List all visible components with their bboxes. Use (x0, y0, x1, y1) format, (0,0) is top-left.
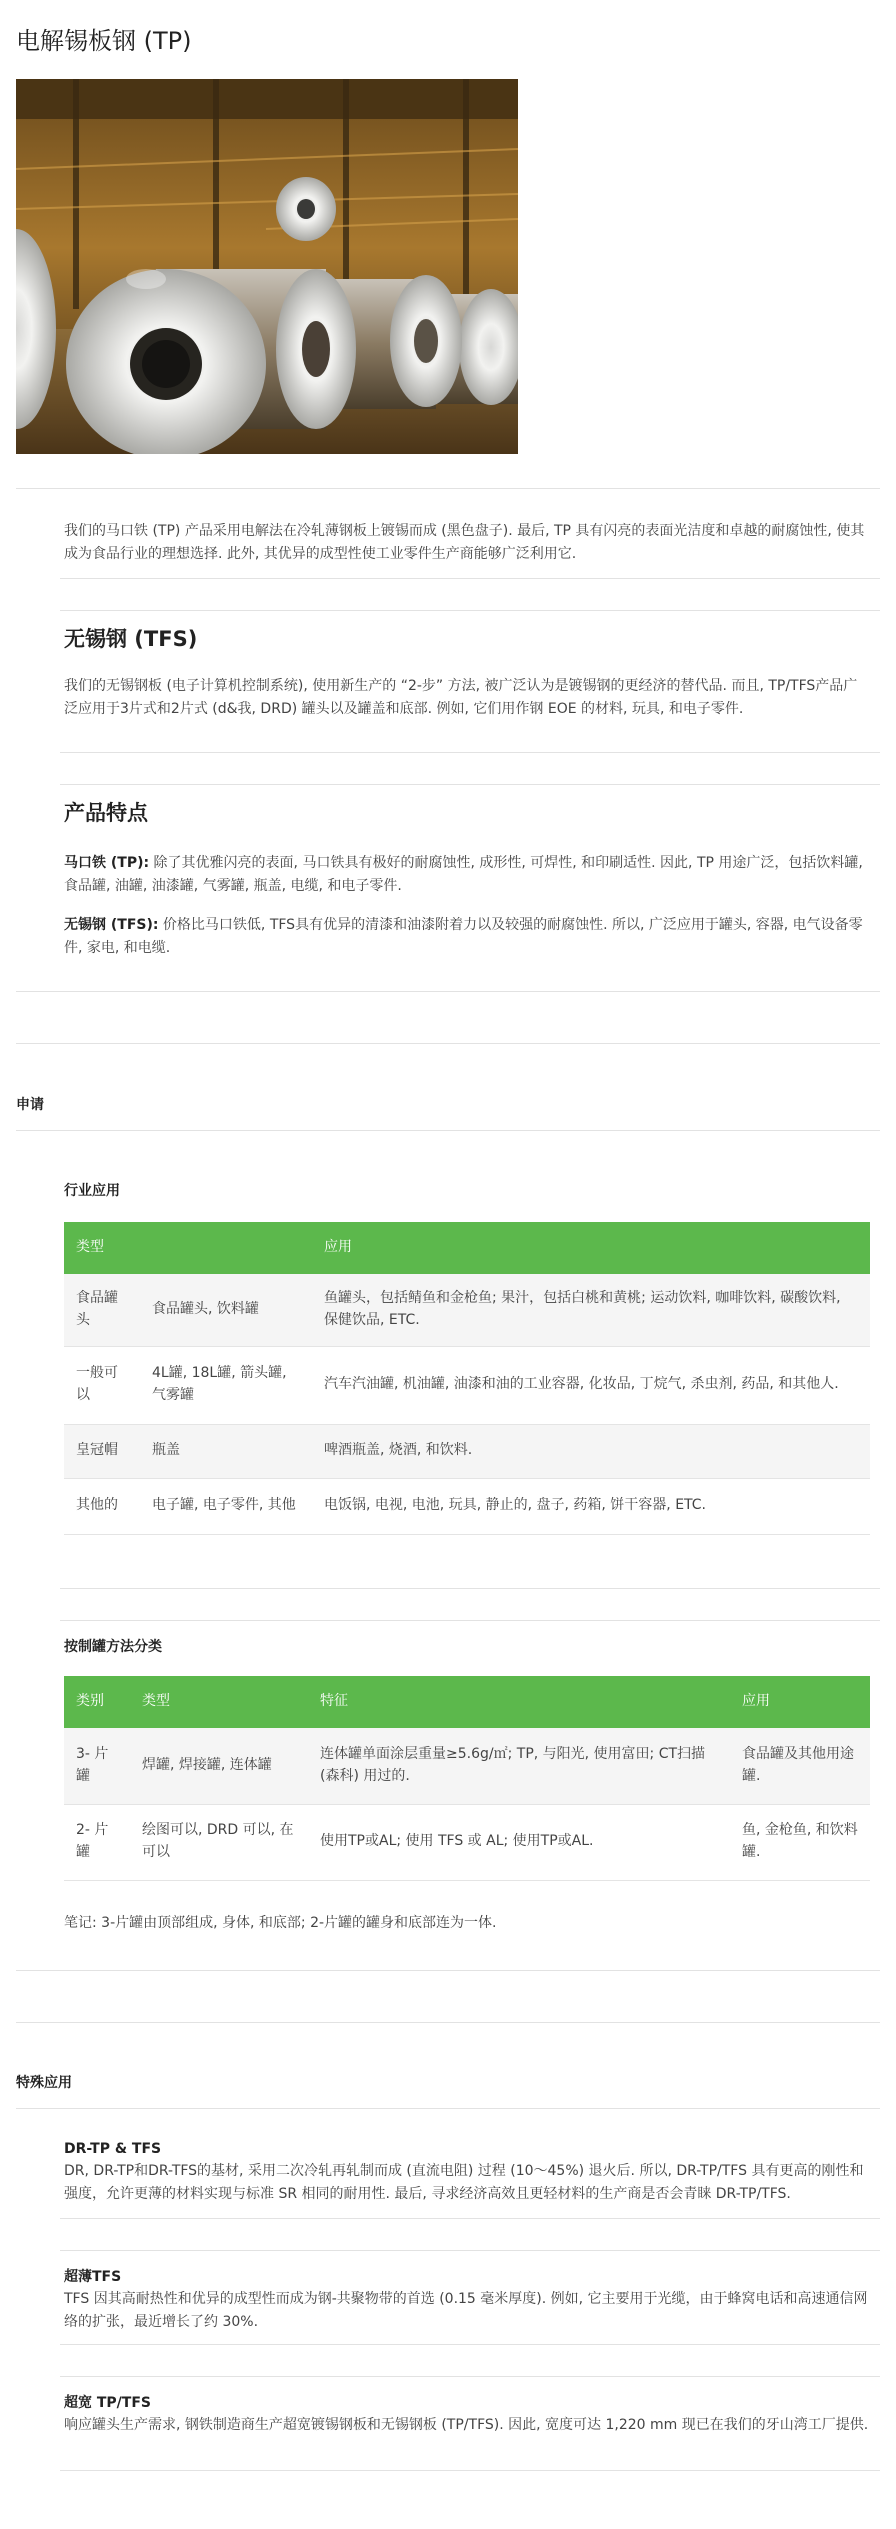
feature-tp (64, 852, 870, 898)
special-item-title: DR-TP & TFS (64, 2141, 162, 2157)
header-category: 类别 (64, 1676, 130, 1728)
table-row (64, 1424, 870, 1478)
subtype-cell: 瓶盖 (140, 1424, 312, 1478)
divider (16, 1130, 880, 1131)
category-cell: 食品罐头 (64, 1274, 140, 1346)
category-cell: 3- 片罐 (64, 1728, 130, 1804)
feature-tp-text: 除了其优雅闪亮的表面, 马口铁具有极好的耐腐蚀性, 成形性, 可焊性, 和印刷适性. 因此, TP 用途广泛，包括饮料罐, 食品罐, 油罐, 油漆罐, 气雾罐, 瓶盖, 电缆, 和电子零件. (64, 855, 863, 895)
divider (16, 1970, 880, 1971)
features-title: 产品特点 (64, 801, 148, 825)
special-item-title: 超薄TFS (64, 2269, 122, 2285)
divider (60, 2344, 880, 2345)
feature-tfs-text: 价格比马口铁低, TFS具有优异的清漆和油漆附着力以及较强的耐腐蚀性. 所以, 广泛应用于罐头, 容器, 电气设备零件, 家电, 和电缆. (64, 917, 863, 957)
application-cell: 鱼罐头，包括鲭鱼和金枪鱼; 果汁，包括白桃和黄桃; 运动饮料, 咖啡饮料, 碳酸饮料, 保健饮品, ETC. (312, 1274, 870, 1346)
feature-tp-label: 马口铁 (TP): (64, 855, 150, 871)
application-cell: 鱼, 金枪鱼, 和饮料罐. (730, 1804, 870, 1880)
divider (60, 2470, 880, 2471)
application-cell: 啤酒瓶盖, 烧酒, 和饮料. (312, 1424, 870, 1478)
category-cell: 一般可以 (64, 1346, 140, 1424)
application-cell: 电饭锅, 电视, 电池, 玩具, 静止的, 盘子, 药箱, 饼干容器, ETC. (312, 1478, 870, 1534)
divider (60, 2250, 880, 2251)
header-application: 应用 (730, 1676, 870, 1728)
divider (60, 2376, 880, 2377)
table-row (64, 1478, 870, 1534)
category-cell: 皇冠帽 (64, 1424, 140, 1478)
divider (60, 784, 880, 785)
feature-cell: 连体罐单面涂层重量≥5.6g/㎡; TP, 与阳光, 使用富田; CT扫描 (森科) 用过的. (308, 1728, 730, 1804)
divider (16, 488, 880, 489)
tfs-title: 无锡钢 (TFS) (64, 627, 198, 651)
tfs-text: 我们的无锡钢板 (电子计算机控制系统), 使用新生产的 “2-步” 方法, 被广泛认为是镀锡钢的更经济的替代品. 而且, TP/TFS产品广泛应用于3片式和2片式 (d&我, DRD) 罐头以及罐盖和底部. 例如, 它们用作钢 EOE 的材料, 玩具, 和电子零件. (64, 678, 858, 718)
table-row (64, 1274, 870, 1346)
divider (60, 1588, 880, 1589)
divider (16, 1043, 880, 1044)
header-feature: 特征 (308, 1676, 730, 1728)
feature-tfs-label: 无锡钢 (TFS): (64, 917, 159, 933)
divider (60, 1620, 880, 1621)
divider (60, 578, 880, 579)
subtype-cell: 电子罐, 电子零件, 其他 (140, 1478, 312, 1534)
intro-text: 我们的马口铁 (TP) 产品采用电解法在冷轧薄钢板上镀锡而成 (黑色盘子). 最后, TP 具有闪亮的表面光洁度和卓越的耐腐蚀性, 使其成为食品行业的理想选择. 此外, 其优异的成型性使工业零件生产商能够广泛利用它. (64, 523, 865, 563)
subtype-cell: 4L罐, 18L罐, 箭头罐, 气雾罐 (140, 1346, 312, 1424)
divider (16, 991, 880, 992)
application-label: 申请 (16, 1097, 44, 1113)
table-row (64, 1346, 870, 1424)
divider (16, 2022, 880, 2023)
divider (60, 610, 880, 611)
table-row (64, 1804, 870, 1880)
method-table-caption: 按制罐方法分类 (64, 1639, 162, 1655)
header-type: 类型 (64, 1222, 312, 1274)
feature-cell: 使用TP或AL; 使用 TFS 或 AL; 使用TP或AL. (308, 1804, 730, 1880)
industry-table-caption: 行业应用 (64, 1183, 120, 1199)
special-item-title: 超宽 TP/TFS (64, 2395, 151, 2411)
page-title: 电解锡板钢 (TP) (16, 27, 192, 55)
special-application-label: 特殊应用 (16, 2075, 72, 2091)
application-cell: 食品罐及其他用途罐. (730, 1728, 870, 1804)
type-cell: 焊罐, 焊接罐, 连体罐 (130, 1728, 308, 1804)
divider (16, 2108, 880, 2109)
steel-coil-factory-image (16, 79, 518, 454)
special-item-text: DR, DR-TP和DR-TFS的基材, 采用二次冷轧再轧制而成 (直流电阻) 过程 (10～45%) 退火后. 所以, DR-TP/TFS 具有更高的刚性和强度，允许更薄的材料实现与标准 SR 相同的耐用性. 最后, 寻求经济高效且更轻材料的生产商是否会青睐 DR-TP/TFS. (64, 2163, 864, 2203)
header-application: 应用 (312, 1222, 870, 1274)
industry-application-table (64, 1222, 870, 1535)
category-cell: 2- 片罐 (64, 1804, 130, 1880)
table-row (64, 1728, 870, 1804)
divider (60, 752, 880, 753)
divider (60, 2218, 880, 2219)
special-item-text: 响应罐头生产需求, 钢铁制造商生产超宽镀锡钢板和无锡钢板 (TP/TFS). 因此, 宽度可达 1,220 mm 现已在我们的牙山湾工厂提供. (64, 2417, 869, 2433)
special-item-text: TFS 因其高耐热性和优异的成型性而成为钢-共聚物带的首选 (0.15 毫米厚度). 例如, 它主要用于光缆，由于蜂窝电话和高速通信网络的扩张，最近增长了约 30%. (64, 2291, 868, 2331)
feature-tfs (64, 914, 870, 960)
method-note: 笔记: 3-片罐由顶部组成, 身体, 和底部; 2-片罐的罐身和底部连为一体. (64, 1915, 497, 1931)
can-method-table (64, 1676, 870, 1881)
header-type: 类型 (130, 1676, 308, 1728)
application-cell: 汽车汽油罐, 机油罐, 油漆和油的工业容器, 化妆品, 丁烷气, 杀虫剂, 药品, 和其他人. (312, 1346, 870, 1424)
category-cell: 其他的 (64, 1478, 140, 1534)
subtype-cell: 食品罐头, 饮料罐 (140, 1274, 312, 1346)
type-cell: 绘图可以, DRD 可以, 在可以 (130, 1804, 308, 1880)
